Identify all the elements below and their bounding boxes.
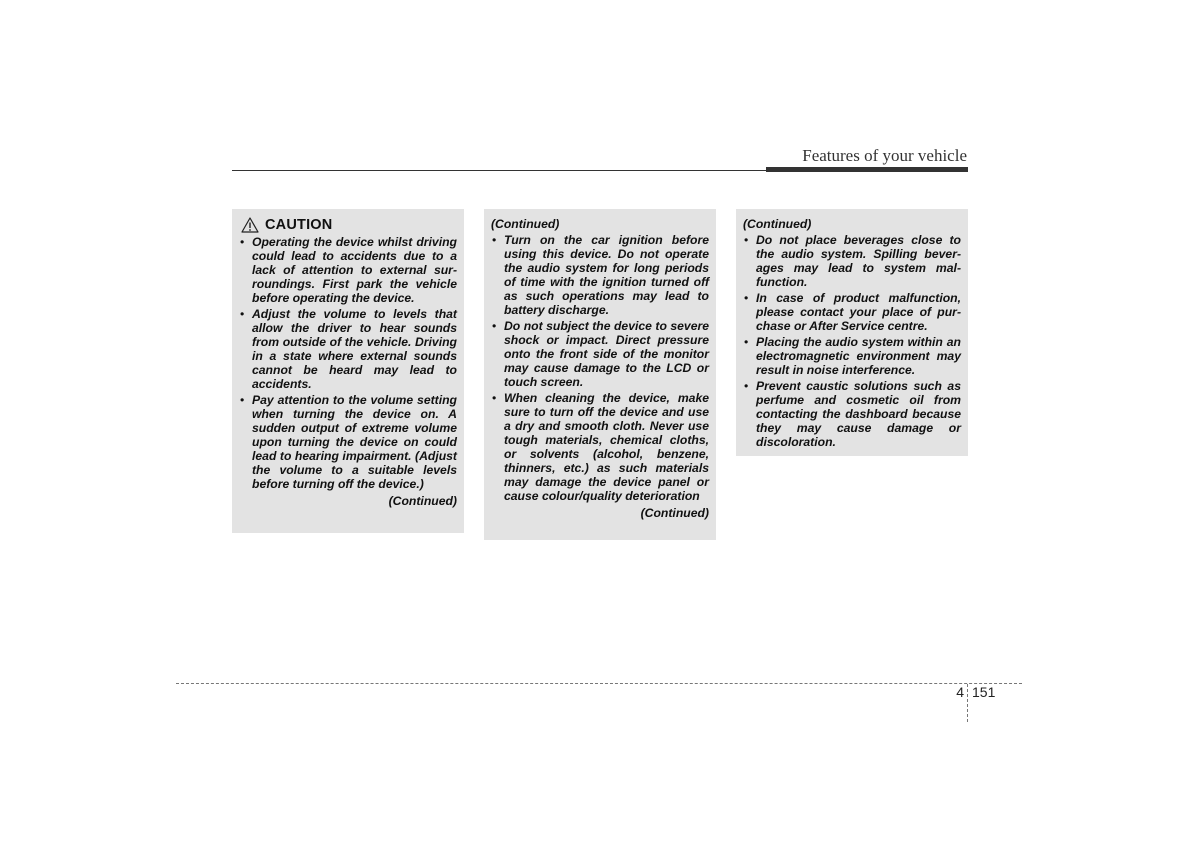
list-item: • Do not subject the device to severe shock or impact. Direct pressure onto the front side of the monitor may cause damage to the LCD or touch screen.	[491, 319, 709, 389]
list-item: • In case of product malfunction, please contact your place of purchase or After Service centre.	[743, 291, 961, 333]
continued-top-2: (Continued)	[491, 217, 560, 231]
header-section-title: Features of your vehicle	[802, 146, 967, 165]
footer-dashed-line	[176, 683, 1022, 684]
page-number: 151	[972, 684, 996, 700]
list-item: • When cleaning the device, make sure to turn off the device and use a dry and smooth cloth. Never use tough materials, chemical cloths, or solvents (alcohol, benzene, thinners, etc.) as such materials may damage the device panel or cause colour/quality deterioration	[491, 391, 709, 503]
caution-title: CAUTION	[265, 217, 333, 233]
continued-bottom-2: (Continued)	[640, 506, 709, 520]
caution-box-3	[736, 209, 968, 456]
caution-heading	[241, 217, 457, 233]
caution-list-1	[239, 235, 457, 491]
caution-box-1	[232, 209, 464, 533]
footer-divider	[967, 684, 968, 722]
list-item: • Placing the audio system within an electromagnetic environment may result in noise interference.	[743, 335, 961, 377]
warning-triangle-icon	[241, 217, 259, 233]
list-item: • Operating the device whilst driving could lead to accidents due to a lack of attention to external surroundings. First park the vehicle before operating the device.	[239, 235, 457, 305]
caution-list-3	[743, 233, 961, 449]
header-bar	[766, 167, 968, 172]
caution-list-2	[491, 233, 709, 503]
list-item: • Prevent caustic solutions such as perfume and cosmetic oil from contacting the dashboard because they may cause damage or discoloration.	[743, 379, 961, 449]
header-rule	[232, 170, 766, 171]
continued-top-3: (Continued)	[743, 217, 812, 231]
list-item: • Pay attention to the volume setting when turning the device on. A sudden output of extreme volume upon turning the device on could lead to hearing impairment. (Adjust the volume to a suitable levels before turning off the device.)	[239, 393, 457, 491]
list-item: • Do not place beverages close to the audio system. Spilling beverages may lead to system malfunction.	[743, 233, 961, 289]
continued-bottom-1: (Continued)	[388, 494, 457, 508]
chapter-number: 4	[956, 684, 964, 700]
list-item: • Turn on the car ignition before using this device. Do not operate the audio system for long periods of time with the ignition turned off as such operations may lead to battery discharge.	[491, 233, 709, 317]
list-item: • Adjust the volume to levels that allow the driver to hear sounds from outside of the vehicle. Driving in a state where external sounds cannot be heard may lead to accidents.	[239, 307, 457, 391]
caution-box-2	[484, 209, 716, 540]
